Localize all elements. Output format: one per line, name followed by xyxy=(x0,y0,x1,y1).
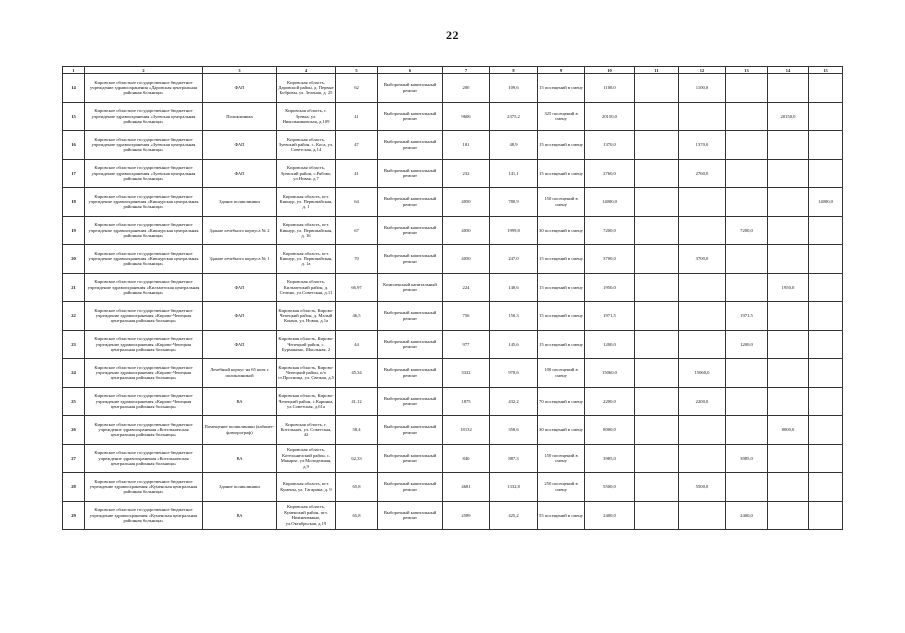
repair-area: 247,0 xyxy=(490,245,538,274)
year-col-11 xyxy=(635,444,679,473)
work-type: Выборочный капитальный ремонт xyxy=(378,416,443,445)
wear-percent: 67 xyxy=(336,216,378,245)
row-number: 19 xyxy=(63,216,85,245)
work-type: Выборочный капитальный ремонт xyxy=(378,444,443,473)
row-number: 27 xyxy=(63,444,85,473)
table-row xyxy=(63,416,843,445)
year-col-14 xyxy=(768,330,809,359)
year-col-12 xyxy=(679,302,726,331)
year-col-12 xyxy=(679,273,726,302)
row-number: 23 xyxy=(63,330,85,359)
total-cost: 15060,0 xyxy=(585,359,635,388)
wear-percent: 65,8 xyxy=(336,501,378,530)
table-row xyxy=(63,188,843,217)
wear-percent: 41 xyxy=(336,102,378,131)
year-col-12 xyxy=(679,444,726,473)
table-row xyxy=(63,359,843,388)
total-area: 756 xyxy=(443,302,490,331)
column-number: 11 xyxy=(635,67,679,74)
total-cost: 2400,0 xyxy=(585,501,635,530)
total-cost: 2200,0 xyxy=(585,387,635,416)
year-col-14: 1950,0 xyxy=(768,273,809,302)
object-address: Кировская область, Кирово-Чепецкий район, п/о ст.Просница, ул. Свежая, д.5 xyxy=(277,359,336,388)
work-type: Выборочный капитальный ремонт xyxy=(378,188,443,217)
year-col-12: 5500,0 xyxy=(679,473,726,502)
repair-area: 1332,8 xyxy=(490,473,538,502)
total-cost: 1100,0 xyxy=(585,74,635,103)
year-col-13 xyxy=(726,273,768,302)
column-number-row xyxy=(63,67,843,74)
capacity: 100 посещений в смену xyxy=(538,359,585,388)
year-col-14 xyxy=(768,501,809,530)
institution-name: Кировское областное государственное бюджетное учреждение здравоохранения «Кирово-Чепецкая центральная районная больница» xyxy=(85,359,203,388)
column-number: 15 xyxy=(809,67,843,74)
year-col-11 xyxy=(635,74,679,103)
year-col-14 xyxy=(768,473,809,502)
year-col-15 xyxy=(809,473,843,502)
repair-area: 887,3 xyxy=(490,444,538,473)
total-area: 977 xyxy=(443,330,490,359)
capacity: 15 посещений в смену xyxy=(538,74,585,103)
repair-area: 150,3 xyxy=(490,302,538,331)
object-address: Кировская область, Кирово-Чепецкий район, д. Малый Конып, ул. Новая, д.1а xyxy=(277,302,336,331)
wear-percent: 70 xyxy=(336,245,378,274)
row-number: 18 xyxy=(63,188,85,217)
repair-area: 109,6 xyxy=(490,74,538,103)
year-col-12 xyxy=(679,188,726,217)
year-col-15 xyxy=(809,245,843,274)
object-address: Кировская область, пгт. Кикнур, ул. Первомайская, д. 1а xyxy=(277,245,336,274)
institution-name: Кировское областное государственное бюджетное учреждение здравоохранения «Зуевская центральная районная больница» xyxy=(85,159,203,188)
wear-percent: 65,8 xyxy=(336,473,378,502)
table-row xyxy=(63,131,843,160)
work-type: Выборочный капитальный ремонт xyxy=(378,159,443,188)
column-number: 2 xyxy=(85,67,203,74)
column-number: 3 xyxy=(203,67,277,74)
object-address: Кировская область, Кильмезский район, д. Селино, ул.Советская, д.11 xyxy=(277,273,336,302)
wear-percent: 45,34 xyxy=(336,359,378,388)
year-col-14 xyxy=(768,74,809,103)
institution-name: Кировское областное государственное бюджетное учреждение здравоохранения «Котельничская центральная районная больница» xyxy=(85,416,203,445)
row-number: 15 xyxy=(63,102,85,131)
object-address: Кировская область, Куменский район, пгт. Нижнеивкино, ул.Октябрьская, д.19 xyxy=(277,501,336,530)
capacity: 30 посещений в смену xyxy=(538,416,585,445)
total-cost: 3700,0 xyxy=(585,245,635,274)
year-col-13: 1971,5 xyxy=(726,302,768,331)
total-area: 840 xyxy=(443,444,490,473)
year-col-11 xyxy=(635,302,679,331)
table-row xyxy=(63,74,843,103)
total-area: 18132 xyxy=(443,416,490,445)
column-number: 13 xyxy=(726,67,768,74)
object-name: Лечебный корпус на 65 коек с поликлиникой xyxy=(203,359,277,388)
work-type: Выборочный капитальный ремонт xyxy=(378,473,443,502)
year-col-15 xyxy=(809,302,843,331)
year-col-11 xyxy=(635,273,679,302)
object-name: Здание лечебного корпуса № 1 xyxy=(203,245,277,274)
wear-percent: 58,4 xyxy=(336,416,378,445)
total-cost: 2760,0 xyxy=(585,159,635,188)
year-col-15 xyxy=(809,416,843,445)
year-col-11 xyxy=(635,131,679,160)
year-col-13: 3985,0 xyxy=(726,444,768,473)
repair-area: 48,9 xyxy=(490,131,538,160)
table-row xyxy=(63,444,843,473)
year-col-11 xyxy=(635,216,679,245)
total-cost: 1950,0 xyxy=(585,273,635,302)
repair-area: 425,2 xyxy=(490,501,538,530)
year-col-13 xyxy=(726,245,768,274)
year-col-15 xyxy=(809,387,843,416)
work-type: Выборочный капитальный ремонт xyxy=(378,102,443,131)
object-address: Кировская область, пгт. Кумены, ул. Гагарина, д. 9 xyxy=(277,473,336,502)
total-area: 9606 xyxy=(443,102,490,131)
column-number: 5 xyxy=(336,67,378,74)
institution-name: Кировское областное государственное бюджетное учреждение здравоохранения «Кикнурская центральная районная больница» xyxy=(85,245,203,274)
year-col-15 xyxy=(809,159,843,188)
object-name: Здание лечебного корпуса № 2 xyxy=(203,216,277,245)
work-type: Выборочный капитальный ремонт xyxy=(378,302,443,331)
object-name: ВА xyxy=(203,444,277,473)
row-number: 20 xyxy=(63,245,85,274)
repair-area: 780,9 xyxy=(490,188,538,217)
total-area: 4050 xyxy=(443,216,490,245)
row-number: 17 xyxy=(63,159,85,188)
year-col-11 xyxy=(635,330,679,359)
repair-area: 970,6 xyxy=(490,359,538,388)
year-col-15 xyxy=(809,216,843,245)
year-col-12: 1370,0 xyxy=(679,131,726,160)
year-col-13: 7200,0 xyxy=(726,216,768,245)
repair-area: 141,1 xyxy=(490,159,538,188)
year-col-13 xyxy=(726,102,768,131)
capacity: 15 посещений в смену xyxy=(538,131,585,160)
year-col-13 xyxy=(726,74,768,103)
table-row xyxy=(63,330,843,359)
total-cost: 1370,0 xyxy=(585,131,635,160)
capacity: 15 посещений в смену xyxy=(538,159,585,188)
capacity: 70 посещений в смену xyxy=(538,387,585,416)
work-type: Выборочный капитальный ремонт xyxy=(378,131,443,160)
year-col-13 xyxy=(726,416,768,445)
total-cost: 1971,5 xyxy=(585,302,635,331)
column-number: 14 xyxy=(768,67,809,74)
year-col-11 xyxy=(635,188,679,217)
total-cost: 1200,0 xyxy=(585,330,635,359)
capacity: 15 посещений в смену xyxy=(538,330,585,359)
capacity: 325 посещений в смену xyxy=(538,102,585,131)
total-area: 4681 xyxy=(443,473,490,502)
year-col-12 xyxy=(679,330,726,359)
column-number: 6 xyxy=(378,67,443,74)
wear-percent: 64 xyxy=(336,188,378,217)
column-number: 7 xyxy=(443,67,490,74)
year-col-14: 8000,0 xyxy=(768,416,809,445)
total-area: 2589 xyxy=(443,501,490,530)
year-col-12 xyxy=(679,216,726,245)
year-col-12 xyxy=(679,416,726,445)
total-area: 200 xyxy=(443,74,490,103)
year-col-12 xyxy=(679,501,726,530)
total-area: 232 xyxy=(443,159,490,188)
work-type: Выборочный капитальный ремонт xyxy=(378,216,443,245)
year-col-12: 15060,0 xyxy=(679,359,726,388)
column-number: 9 xyxy=(538,67,585,74)
row-number: 22 xyxy=(63,302,85,331)
year-col-12 xyxy=(679,102,726,131)
year-col-11 xyxy=(635,102,679,131)
year-col-11 xyxy=(635,501,679,530)
object-name: ФАП xyxy=(203,159,277,188)
wear-percent: 66,97 xyxy=(336,273,378,302)
row-number: 21 xyxy=(63,273,85,302)
table-body xyxy=(63,67,843,530)
object-address: Кировская область, Даровской район, д. Первые Бобровы, ул. Зеленая, д. 25 xyxy=(277,74,336,103)
object-address: Кировская область, г. Котельнич, ул. Советская, 42 xyxy=(277,416,336,445)
capacity: 150 посещений в смену xyxy=(538,188,585,217)
year-col-12: 2200,0 xyxy=(679,387,726,416)
table-row xyxy=(63,102,843,131)
year-col-13 xyxy=(726,131,768,160)
institution-name: Кировское областное государственное бюджетное учреждение здравоохранения «Куменская центральная районная больница» xyxy=(85,501,203,530)
work-type: Выборочный капитальный ремонт xyxy=(378,387,443,416)
year-col-14 xyxy=(768,359,809,388)
year-col-15 xyxy=(809,102,843,131)
table-row xyxy=(63,473,843,502)
table-row xyxy=(63,159,843,188)
year-col-14 xyxy=(768,216,809,245)
year-col-14 xyxy=(768,302,809,331)
object-name: ВА xyxy=(203,501,277,530)
repair-program-table xyxy=(62,66,843,530)
repair-area: 145,6 xyxy=(490,330,538,359)
year-col-13 xyxy=(726,359,768,388)
institution-name: Кировское областное государственное бюджетное учреждение здравоохранения «Кикнурская центральная районная больница» xyxy=(85,216,203,245)
capacity: 30 посещений в смену xyxy=(538,216,585,245)
repair-area: 1999,8 xyxy=(490,216,538,245)
repair-area: 358,6 xyxy=(490,416,538,445)
institution-name: Кировское областное государственное бюджетное учреждение здравоохранения «Кирово-Чепецкая центральная районная больница» xyxy=(85,330,203,359)
capacity: 55 посещений в смену xyxy=(538,501,585,530)
table-row xyxy=(63,273,843,302)
object-address: Кировская область, г. Зуевка, ул. Никольниковская, д.109 xyxy=(277,102,336,131)
row-number: 28 xyxy=(63,473,85,502)
year-col-11 xyxy=(635,473,679,502)
year-col-15 xyxy=(809,330,843,359)
work-type: Выборочный капитальный ремонт xyxy=(378,359,443,388)
year-col-14 xyxy=(768,159,809,188)
object-address: Кировская область, Кирово-Чепецкий район, с. Бурмакино, Школьная, 2 xyxy=(277,330,336,359)
total-area: 4050 xyxy=(443,188,490,217)
year-col-14 xyxy=(768,245,809,274)
table-row xyxy=(63,245,843,274)
year-col-13 xyxy=(726,188,768,217)
row-number: 24 xyxy=(63,359,85,388)
row-number: 29 xyxy=(63,501,85,530)
year-col-15 xyxy=(809,501,843,530)
column-number: 1 xyxy=(63,67,85,74)
institution-name: Кировское областное государственное бюджетное учреждение здравоохранения «Куменская центральная районная больница» xyxy=(85,473,203,502)
total-cost: 3985,0 xyxy=(585,444,635,473)
year-col-13: 1200,0 xyxy=(726,330,768,359)
year-col-11 xyxy=(635,245,679,274)
institution-name: Кировское областное государственное бюджетное учреждение здравоохранения «Зуевская центральная районная больница» xyxy=(85,102,203,131)
object-name: Поликлиника xyxy=(203,102,277,131)
column-number: 4 xyxy=(277,67,336,74)
object-address: Кировская область, Кирово-Чепецкий район, с.Каринка, ул.Советская, д.61а xyxy=(277,387,336,416)
total-area: 3332 xyxy=(443,359,490,388)
year-col-13 xyxy=(726,159,768,188)
total-cost: 7200,0 xyxy=(585,216,635,245)
year-col-11 xyxy=(635,359,679,388)
object-name: Помещение поликлиники (кабинет-флюорограф) xyxy=(203,416,277,445)
wear-percent: 47 xyxy=(336,131,378,160)
table-row xyxy=(63,216,843,245)
institution-name: Кировское областное государственное бюджетное учреждение здравоохранения «Зуевская центральная районная больница» xyxy=(85,131,203,160)
capacity: 150 посещений в смену xyxy=(538,444,585,473)
object-name: ФАП xyxy=(203,131,277,160)
institution-name: Кировское областное государственное бюджетное учреждение здравоохранения «Котельничская центральная районная больница» xyxy=(85,444,203,473)
page-number: 22 xyxy=(446,28,459,42)
table-row xyxy=(63,387,843,416)
year-col-11 xyxy=(635,416,679,445)
year-col-14: 20150,0 xyxy=(768,102,809,131)
capacity: 15 посещений в смену xyxy=(538,273,585,302)
year-col-15 xyxy=(809,444,843,473)
wear-percent: 44 xyxy=(336,330,378,359)
year-col-12: 3700,0 xyxy=(679,245,726,274)
year-col-14 xyxy=(768,188,809,217)
wear-percent: 46,5 xyxy=(336,302,378,331)
year-col-11 xyxy=(635,159,679,188)
year-col-15 xyxy=(809,273,843,302)
row-number: 16 xyxy=(63,131,85,160)
total-cost: 8000,0 xyxy=(585,416,635,445)
year-col-14 xyxy=(768,387,809,416)
year-col-15: 14000,0 xyxy=(809,188,843,217)
work-type: Выборочный капитальный ремонт xyxy=(378,74,443,103)
capacity: 15 посещений в смену xyxy=(538,302,585,331)
institution-name: Кировское областное государственное бюджетное учреждение здравоохранения «Кирово-Чепецкая центральная районная больница» xyxy=(85,387,203,416)
table-row xyxy=(63,501,843,530)
year-col-13 xyxy=(726,387,768,416)
year-col-11 xyxy=(635,387,679,416)
object-name: ФАП xyxy=(203,74,277,103)
total-area: 4050 xyxy=(443,245,490,274)
column-number: 8 xyxy=(490,67,538,74)
year-col-14 xyxy=(768,131,809,160)
capacity: 250 посещений в смену xyxy=(538,473,585,502)
wear-percent: 41 xyxy=(336,159,378,188)
wear-percent: 62 xyxy=(336,74,378,103)
wear-percent: 62,33 xyxy=(336,444,378,473)
total-cost: 5500,0 xyxy=(585,473,635,502)
total-area: 1875 xyxy=(443,387,490,416)
column-number: 10 xyxy=(585,67,635,74)
repair-area: 432,2 xyxy=(490,387,538,416)
object-name: ФАП xyxy=(203,273,277,302)
repair-area: 2375,2 xyxy=(490,102,538,131)
total-cost: 14000,0 xyxy=(585,188,635,217)
wear-percent: 41,12 xyxy=(336,387,378,416)
institution-name: Кировское областное государственное бюджетное учреждение здравоохранения «Кикнурская центральная районная больница» xyxy=(85,188,203,217)
object-address: Кировская область, Зуевский район, с.Рябово, ул.Новая, д.7 xyxy=(277,159,336,188)
work-type: Выборочный капитальный ремонт xyxy=(378,501,443,530)
object-address: Кировская область, Зуевский район, с. Коса, ул. Советская, д.14 xyxy=(277,131,336,160)
year-col-13 xyxy=(726,473,768,502)
year-col-12: 1100,0 xyxy=(679,74,726,103)
work-type: Комплексный капитальный ремонт xyxy=(378,273,443,302)
object-name: ВА xyxy=(203,387,277,416)
institution-name: Кировское областное государственное бюджетное учреждение здравоохранения «Кирово-Чепецкая центральная районная больница» xyxy=(85,302,203,331)
capacity: 15 посещений в смену xyxy=(538,245,585,274)
object-address: Кировская область, Котельничский район, с. Макарье, ул.Молодежная, д.9 xyxy=(277,444,336,473)
total-area: 181 xyxy=(443,131,490,160)
row-number: 14 xyxy=(63,74,85,103)
total-cost: 20150,0 xyxy=(585,102,635,131)
object-address: Кировская область, пгт. Кикнур, ул. Первомайская, д. 16 xyxy=(277,216,336,245)
object-name: Здание поликлиники xyxy=(203,473,277,502)
work-type: Выборочный капитальный ремонт xyxy=(378,330,443,359)
object-name: ФАП xyxy=(203,302,277,331)
year-col-15 xyxy=(809,131,843,160)
row-number: 26 xyxy=(63,416,85,445)
work-type: Выборочный капитальный ремонт xyxy=(378,245,443,274)
column-number: 12 xyxy=(679,67,726,74)
year-col-14 xyxy=(768,444,809,473)
year-col-15 xyxy=(809,359,843,388)
table-row xyxy=(63,302,843,331)
repair-area: 140,6 xyxy=(490,273,538,302)
object-name: ФАП xyxy=(203,330,277,359)
year-col-15 xyxy=(809,74,843,103)
institution-name: Кировское областное государственное бюджетное учреждение здравоохранения «Даровская центральная районная больница» xyxy=(85,74,203,103)
object-name: Здание поликлиники xyxy=(203,188,277,217)
total-area: 224 xyxy=(443,273,490,302)
year-col-13: 2400,0 xyxy=(726,501,768,530)
institution-name: Кировское областное государственное бюджетное учреждение здравоохранения «Кильмезская центральная районная больница» xyxy=(85,273,203,302)
object-address: Кировская область, пгт. Кикнур, ул. Первомайская, д. 1 xyxy=(277,188,336,217)
row-number: 25 xyxy=(63,387,85,416)
year-col-12: 2760,0 xyxy=(679,159,726,188)
